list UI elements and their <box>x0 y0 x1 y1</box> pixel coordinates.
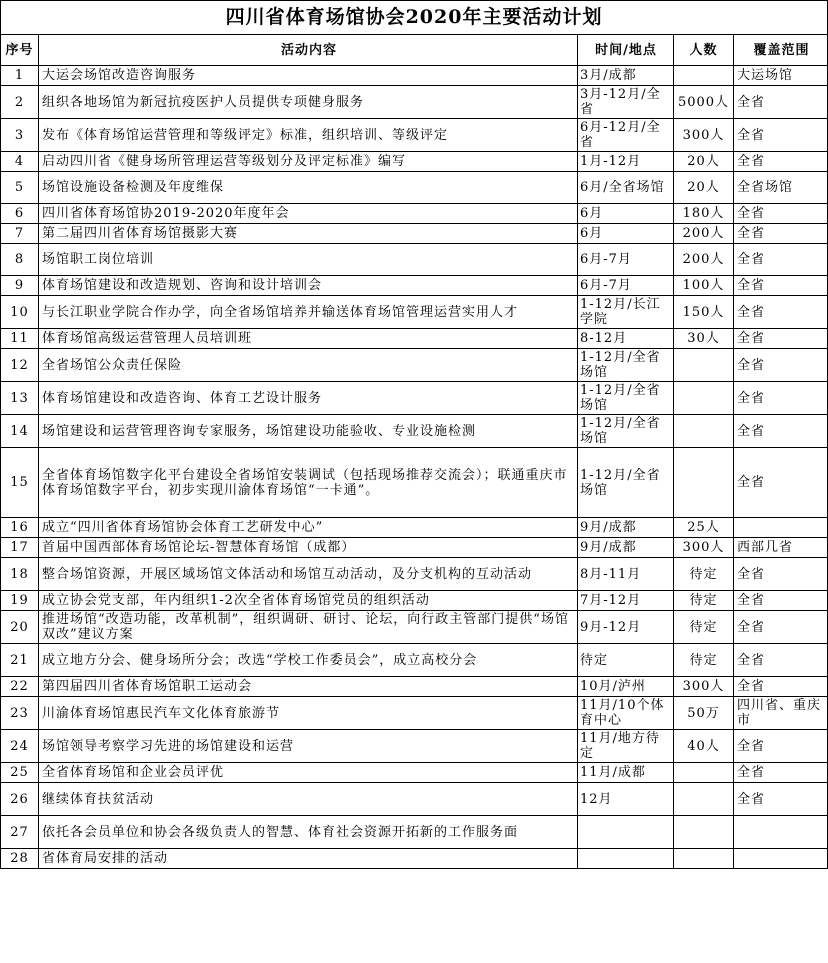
table-row <box>1 119 828 152</box>
row-no: 6 <box>1 204 39 224</box>
table-row <box>1 816 828 849</box>
row-no: 17 <box>1 538 39 558</box>
row-count: 20人 <box>674 172 734 204</box>
row-content: 体育场馆建设和改造规划、咨询和设计培训会 <box>39 276 578 296</box>
row-content: 成立协会党支部，年内组织1-2次全省体育场馆党员的组织活动 <box>39 591 578 611</box>
row-count <box>674 816 734 849</box>
row-no: 24 <box>1 730 39 763</box>
row-scope: 大运场馆 <box>734 66 828 86</box>
row-no: 1 <box>1 66 39 86</box>
row-no: 11 <box>1 329 39 349</box>
row-count <box>674 382 734 415</box>
table-row <box>1 86 828 119</box>
row-scope: 全省 <box>734 677 828 697</box>
row-no: 22 <box>1 677 39 697</box>
row-count: 50万 <box>674 697 734 730</box>
table-row <box>1 730 828 763</box>
row-time <box>578 816 674 849</box>
row-scope: 全省 <box>734 415 828 448</box>
table-row <box>1 763 828 783</box>
row-content: 川渝体育场馆惠民汽车文化体育旅游节 <box>39 697 578 730</box>
row-count: 300人 <box>674 677 734 697</box>
row-scope: 全省 <box>734 558 828 591</box>
row-count <box>674 448 734 518</box>
header-row <box>1 35 828 66</box>
row-scope: 全省 <box>734 296 828 329</box>
row-content: 整合场馆资源，开展区域场馆文体活动和场馆互动活动，及分支机构的互动活动 <box>39 558 578 591</box>
row-time: 6月-7月 <box>578 244 674 276</box>
row-time: 11月/成都 <box>578 763 674 783</box>
row-time: 1-12月/长江学院 <box>578 296 674 329</box>
row-count: 待定 <box>674 591 734 611</box>
row-count <box>674 783 734 816</box>
row-count: 200人 <box>674 224 734 244</box>
row-count: 待定 <box>674 611 734 644</box>
row-no: 26 <box>1 783 39 816</box>
row-scope: 全省场馆 <box>734 172 828 204</box>
row-no: 7 <box>1 224 39 244</box>
table-row <box>1 697 828 730</box>
row-no: 9 <box>1 276 39 296</box>
row-scope: 全省 <box>734 276 828 296</box>
row-count: 150人 <box>674 296 734 329</box>
row-content: 组织各地场馆为新冠抗疫医护人员提供专项健身服务 <box>39 86 578 119</box>
row-time: 6月 <box>578 204 674 224</box>
table-row <box>1 677 828 697</box>
header-count: 人数 <box>674 35 734 66</box>
row-scope: 全省 <box>734 730 828 763</box>
table-row <box>1 849 828 869</box>
row-no: 3 <box>1 119 39 152</box>
row-content: 场馆建设和运营管理咨询专家服务，场馆建设功能验收、专业设施检测 <box>39 415 578 448</box>
header-scope: 覆盖范围 <box>734 35 828 66</box>
row-time: 3月-12月/全省 <box>578 86 674 119</box>
row-no: 8 <box>1 244 39 276</box>
row-content: 场馆设施设备检测及年度维保 <box>39 172 578 204</box>
row-no: 19 <box>1 591 39 611</box>
row-scope: 全省 <box>734 86 828 119</box>
row-content: 省体育局安排的活动 <box>39 849 578 869</box>
row-no: 13 <box>1 382 39 415</box>
row-scope: 全省 <box>734 644 828 677</box>
row-time: 6月/全省场馆 <box>578 172 674 204</box>
row-no: 10 <box>1 296 39 329</box>
row-scope <box>734 849 828 869</box>
table-row <box>1 558 828 591</box>
row-time: 1-12月/全省场馆 <box>578 415 674 448</box>
row-no: 20 <box>1 611 39 644</box>
row-content: 成立地方分会、健身场所分会；改选“学校工作委员会”，成立高校分会 <box>39 644 578 677</box>
row-no: 14 <box>1 415 39 448</box>
row-content: 首届中国西部体育场馆论坛-智慧体育场馆（成都） <box>39 538 578 558</box>
row-no: 18 <box>1 558 39 591</box>
row-content: 四川省体育场馆协2019-2020年度年会 <box>39 204 578 224</box>
row-content: 体育场馆建设和改造咨询、体育工艺设计服务 <box>39 382 578 415</box>
table-row <box>1 276 828 296</box>
row-no: 4 <box>1 152 39 172</box>
row-content: 全省体育场馆和企业会员评优 <box>39 763 578 783</box>
row-time: 1-12月/全省场馆 <box>578 448 674 518</box>
row-time: 6月-12月/全省 <box>578 119 674 152</box>
row-content: 依托各会员单位和协会各级负责人的智慧、体育社会资源开拓新的工作服务面 <box>39 816 578 849</box>
table-row <box>1 329 828 349</box>
header-no: 序号 <box>1 35 39 66</box>
row-no: 2 <box>1 86 39 119</box>
row-content: 与长江职业学院合作办学，向全省场馆培养并输送体育场馆管理运营实用人才 <box>39 296 578 329</box>
row-time: 12月 <box>578 783 674 816</box>
row-content: 全省体育场馆数字化平台建设全省场馆安装调试（包括现场推荐交流会）；联通重庆市体育场馆数字平台，初步实现川渝体育场馆“一卡通”。 <box>39 448 578 518</box>
row-scope: 全省 <box>734 611 828 644</box>
table-row <box>1 349 828 382</box>
row-time: 1月-12月 <box>578 152 674 172</box>
row-scope: 西部几省 <box>734 538 828 558</box>
table-row <box>1 172 828 204</box>
row-count <box>674 349 734 382</box>
table-row <box>1 591 828 611</box>
row-time: 8-12月 <box>578 329 674 349</box>
row-time: 1-12月/全省场馆 <box>578 382 674 415</box>
row-count: 待定 <box>674 558 734 591</box>
header-time: 时间/地点 <box>578 35 674 66</box>
table-row <box>1 538 828 558</box>
row-content: 继续体育扶贫活动 <box>39 783 578 816</box>
row-time: 9月/成都 <box>578 518 674 538</box>
row-scope: 四川省、重庆市 <box>734 697 828 730</box>
table-row <box>1 152 828 172</box>
row-time: 1-12月/全省场馆 <box>578 349 674 382</box>
table-row <box>1 415 828 448</box>
row-count <box>674 849 734 869</box>
row-no: 15 <box>1 448 39 518</box>
row-count: 30人 <box>674 329 734 349</box>
row-time: 9月-12月 <box>578 611 674 644</box>
row-content: 第二届四川省体育场馆摄影大赛 <box>39 224 578 244</box>
row-count: 25人 <box>674 518 734 538</box>
row-count: 40人 <box>674 730 734 763</box>
row-count: 300人 <box>674 538 734 558</box>
row-scope: 全省 <box>734 783 828 816</box>
row-time: 10月/泸州 <box>578 677 674 697</box>
row-no: 12 <box>1 349 39 382</box>
table-row <box>1 296 828 329</box>
table-row <box>1 224 828 244</box>
row-time: 7月-12月 <box>578 591 674 611</box>
row-time: 3月/成都 <box>578 66 674 86</box>
row-content: 场馆领导考察学习先进的场馆建设和运营 <box>39 730 578 763</box>
row-time: 11月/10个体育中心 <box>578 697 674 730</box>
row-scope <box>734 816 828 849</box>
row-count: 5000人 <box>674 86 734 119</box>
row-time: 8月-11月 <box>578 558 674 591</box>
row-scope: 全省 <box>734 244 828 276</box>
row-scope: 全省 <box>734 152 828 172</box>
row-no: 16 <box>1 518 39 538</box>
row-time: 11月/地方待定 <box>578 730 674 763</box>
row-no: 28 <box>1 849 39 869</box>
table-title: 四川省体育场馆协会2020年主要活动计划 <box>1 1 828 35</box>
row-no: 23 <box>1 697 39 730</box>
row-time: 9月/成都 <box>578 538 674 558</box>
row-count <box>674 66 734 86</box>
row-scope: 全省 <box>734 448 828 518</box>
row-no: 5 <box>1 172 39 204</box>
table-body <box>1 66 828 869</box>
row-no: 27 <box>1 816 39 849</box>
row-no: 21 <box>1 644 39 677</box>
table-row <box>1 783 828 816</box>
row-scope: 全省 <box>734 382 828 415</box>
row-content: 全省场馆公众责任保险 <box>39 349 578 382</box>
row-count: 200人 <box>674 244 734 276</box>
row-count: 180人 <box>674 204 734 224</box>
table-row <box>1 518 828 538</box>
row-scope: 全省 <box>734 224 828 244</box>
row-no: 25 <box>1 763 39 783</box>
row-count: 300人 <box>674 119 734 152</box>
row-scope <box>734 518 828 538</box>
row-scope: 全省 <box>734 329 828 349</box>
table-row <box>1 448 828 518</box>
row-content: 场馆职工岗位培训 <box>39 244 578 276</box>
row-count <box>674 763 734 783</box>
row-count <box>674 415 734 448</box>
row-content: 发布《体育场馆运营管理和等级评定》标准，组织培训、等级评定 <box>39 119 578 152</box>
header-content: 活动内容 <box>39 35 578 66</box>
row-count: 待定 <box>674 644 734 677</box>
table-row <box>1 204 828 224</box>
row-content: 启动四川省《健身场所管理运营等级划分及评定标准》编写 <box>39 152 578 172</box>
table-row <box>1 644 828 677</box>
row-count: 100人 <box>674 276 734 296</box>
row-time <box>578 849 674 869</box>
row-scope: 全省 <box>734 119 828 152</box>
table-row <box>1 244 828 276</box>
row-scope: 全省 <box>734 591 828 611</box>
row-count: 20人 <box>674 152 734 172</box>
row-scope: 全省 <box>734 204 828 224</box>
table-row <box>1 611 828 644</box>
row-content: 成立“四川省体育场馆协会体育工艺研发中心” <box>39 518 578 538</box>
row-content: 大运会场馆改造咨询服务 <box>39 66 578 86</box>
row-content: 推进场馆“改造功能，改革机制”，组织调研、研讨、论坛，向行政主管部门提供“场馆双改”建议方案 <box>39 611 578 644</box>
row-time: 6月-7月 <box>578 276 674 296</box>
row-content: 体育场馆高级运营管理人员培训班 <box>39 329 578 349</box>
row-scope: 全省 <box>734 349 828 382</box>
table-row <box>1 382 828 415</box>
table-row <box>1 66 828 86</box>
row-content: 第四届四川省体育场馆职工运动会 <box>39 677 578 697</box>
row-scope: 全省 <box>734 763 828 783</box>
row-time: 6月 <box>578 224 674 244</box>
row-time: 待定 <box>578 644 674 677</box>
